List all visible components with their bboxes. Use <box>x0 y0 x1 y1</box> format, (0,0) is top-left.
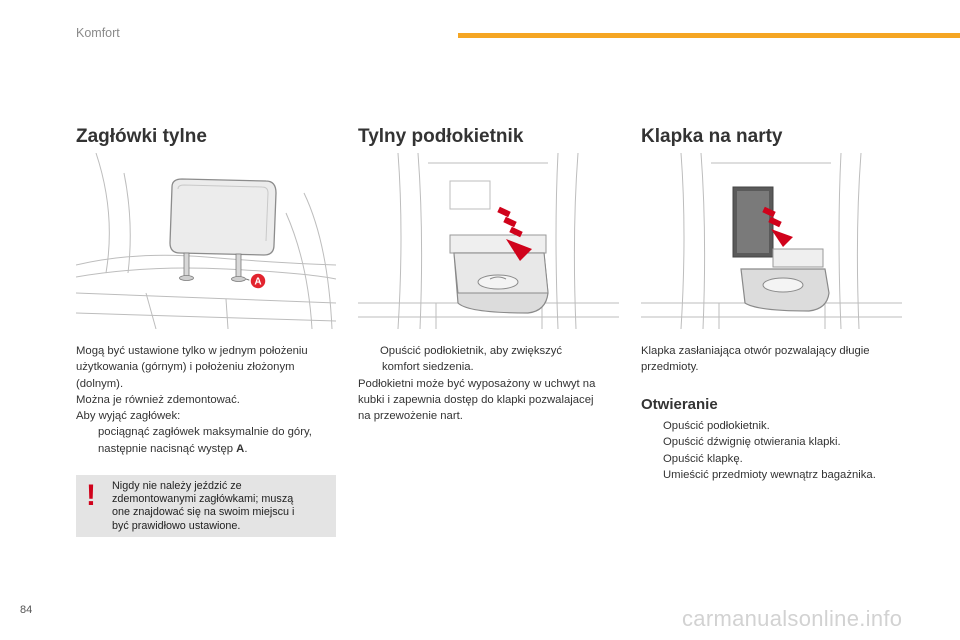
page-number: 84 <box>20 604 33 616</box>
section-header: Komfort <box>76 26 120 40</box>
ski-flap-line-1: Klapka zasłaniająca otwór pozwalający długie <box>641 345 870 357</box>
armrest-line-1: Podłokietni może być wyposażony w uchwyt na <box>358 377 596 390</box>
opening-step-4: Umieścić przedmioty wewnątrz bagażnika. <box>663 468 876 481</box>
opening-step-1: Opuścić podłokietnik. <box>663 420 770 432</box>
headrest-line-3: (dolnym). <box>76 377 124 390</box>
heading-rear-headrests: Zagłówki tylne <box>76 126 207 147</box>
header-accent-bar <box>458 33 960 38</box>
armrest-line-2: kubki i zapewnia dostęp do klapki pozwalajacej <box>358 393 594 406</box>
opening-step-3: Opuścić klapkę. <box>663 452 743 465</box>
heading-ski-flap: Klapka na narty <box>641 126 783 147</box>
armrest-step-1-cont: komfort siedzenia. <box>382 361 474 374</box>
headrest-text <box>76 343 338 457</box>
exclamation-icon: ! <box>86 479 96 512</box>
warning-box <box>76 475 336 537</box>
watermark: carmanualsonline.info <box>682 606 903 631</box>
heading-opening: Otwieranie <box>641 396 718 413</box>
callout-a-label: A <box>254 276 262 288</box>
armrest-step-1: Opuścić podłokietnik, aby zwiększyć <box>380 345 563 357</box>
heading-rear-armrest: Tylny podłokietnik <box>358 126 524 147</box>
headrest-step-1: pociągnąć zagłówek maksymalnie do góry, <box>98 426 312 439</box>
opening-step-2: Opuścić dźwignię otwierania klapki. <box>663 436 841 449</box>
headrest-step-2: następnie nacisnąć występ A. <box>98 442 248 455</box>
ski-flap-illustration <box>641 153 902 329</box>
warning-text: Nigdy nie należy jeździć ze zdemontowanymi zagłówkami; muszą one znajdować się na swoim miejscu i być prawidłowo ustawione. <box>112 480 295 532</box>
headrest-line-5: Aby wyjąć zagłówek: <box>76 410 181 423</box>
callout-a-ref: A <box>236 442 245 455</box>
ski-flap-line-2: przedmioty. <box>641 361 699 374</box>
armrest-illustration <box>358 153 619 329</box>
headrest-line-4: Można je również zdemontować. <box>76 393 240 406</box>
ski-flap-text <box>641 343 911 376</box>
headrest-line-1: Mogą być ustawione tylko w jednym położeniu <box>76 345 308 357</box>
headrest-illustration <box>76 153 336 329</box>
armrest-line-3: na przewożenie nart. <box>358 410 463 423</box>
opening-steps <box>641 418 911 483</box>
headrest-line-2: użytkowania (górnym) i położeniu złożonym <box>76 361 295 374</box>
armrest-text <box>358 343 624 424</box>
